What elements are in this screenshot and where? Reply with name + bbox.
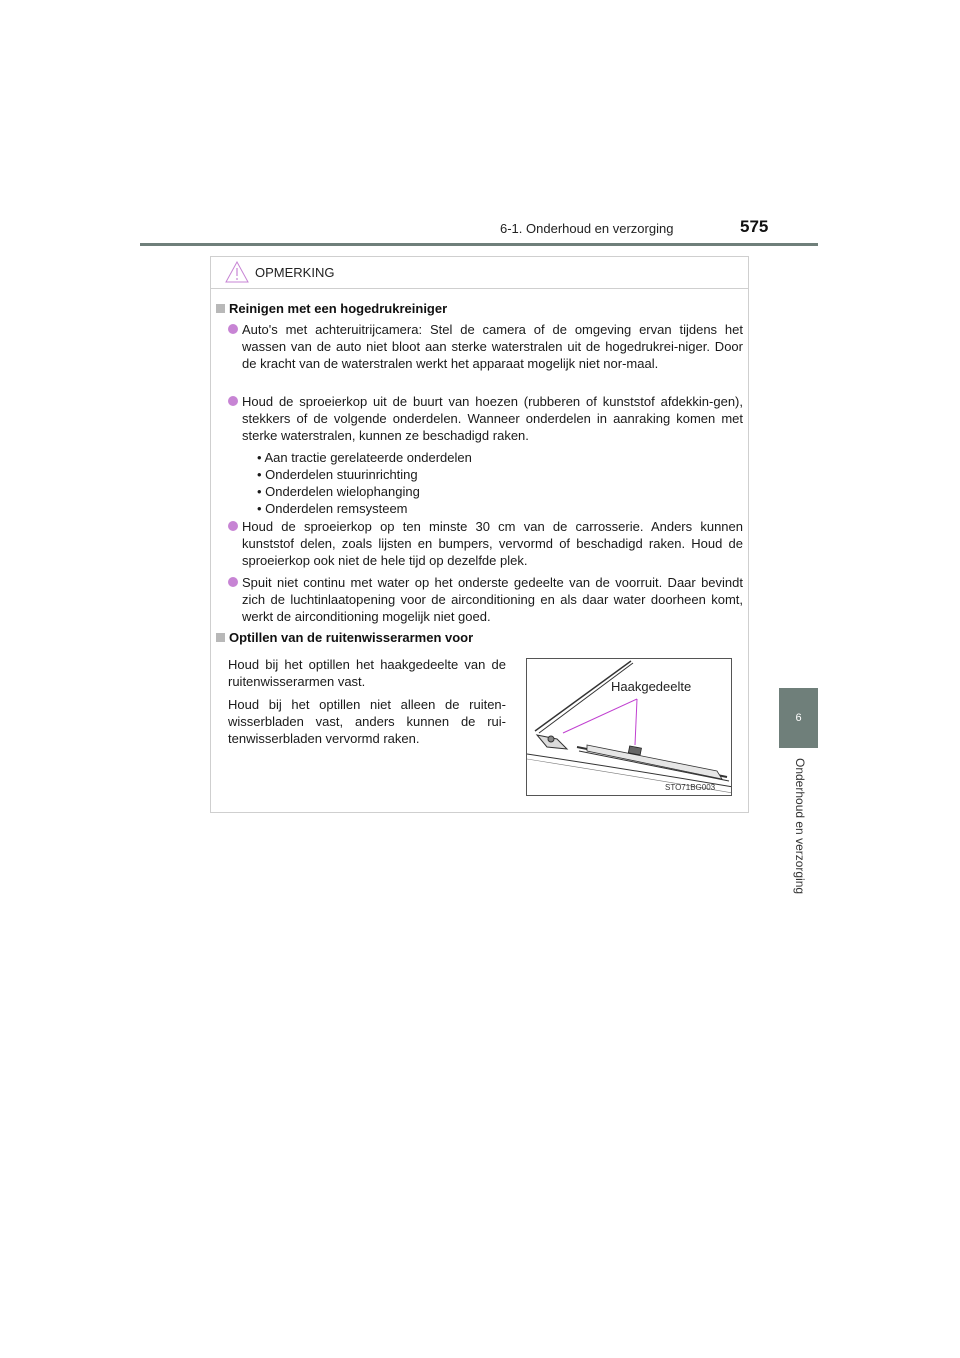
sub-list (257, 449, 737, 517)
header-rule (140, 243, 818, 246)
list-item: Houd de sproeierkop uit de buurt van hoezen (rubberen of kunststof afdekkin-gen), stekkers of de volgende onderdelen. Wanneer onderdelen in aanraking komen met sterke waterstralen, kunnen ze beschadigd raken. (228, 393, 743, 444)
paragraph-wiper-hook: Houd bij het optillen het haakgedeelte van de ruitenwisserarmen vast. (228, 657, 506, 689)
warning-triangle-icon (225, 261, 249, 283)
section-heading-wiper-arms: Optillen van de ruitenwisserarmen voor (216, 630, 473, 645)
callout-haakgedeelte: Haakgedeelte (611, 679, 692, 694)
list-item: Houd de sproeierkop op ten minste 30 cm van de carrosserie. Anders kunnen kunststof delen, zoals lijsten en bumpers, vervormd of beschadigd raken. Houd de sproeierkop ook niet de hele tijd op dezelfde plek. (228, 518, 743, 569)
wiper-illustration (526, 658, 732, 796)
list-item: Auto's met achteruitrijcamera: Stel de camera of de omgeving ervan tijdens het wassen van de auto niet bloot aan sterke waterstralen uit de hogedrukrei-niger. Door de kracht van de waterstralen werkt het apparaat mogelijk niet nor-maal. (228, 321, 743, 372)
chapter-tab (779, 688, 818, 748)
bullet-dot-icon (228, 324, 238, 334)
sub-list-item: • Aan tractie gerelateerde onderdelen (257, 450, 472, 465)
chapter-title-vertical: Onderhoud en verzorging (793, 758, 807, 895)
note-title: OPMERKING (255, 265, 335, 280)
section-title: 6-1. Onderhoud en verzorging (500, 221, 674, 236)
paragraph-wiper-blades: Houd bij het optillen niet alleen de ruiten-wisserbladen vast, anders kunnen de rui-tenwisserbladen vervormd raken. (228, 697, 506, 746)
bullet-dot-icon (228, 521, 238, 531)
sub-list-item: • Onderdelen wielophanging (257, 484, 420, 499)
sub-list-item: • Onderdelen remsysteem (257, 501, 408, 516)
bullet-dot-icon (228, 396, 238, 406)
list-item: Spuit niet continu met water op het onderste gedeelte van de voorruit. Daar bevindt zich de luchtinlaatopening voor de airconditioning en als daar water doorheen komt, werkt de airconditioning mogelijk niet goed. (228, 574, 743, 625)
page-number: 575 (740, 217, 769, 236)
section-heading-pressure-washer: Reinigen met een hogedrukreiniger (216, 301, 447, 316)
note-box (210, 256, 749, 813)
square-bullet-icon (216, 633, 225, 642)
bullet-dot-icon (228, 577, 238, 587)
square-bullet-icon (216, 304, 225, 313)
note-header (211, 257, 748, 289)
sub-list-item: • Onderdelen stuurinrichting (257, 467, 418, 482)
chapter-number: 6 (795, 712, 802, 724)
figure-code: STO71BG003 (665, 783, 716, 792)
